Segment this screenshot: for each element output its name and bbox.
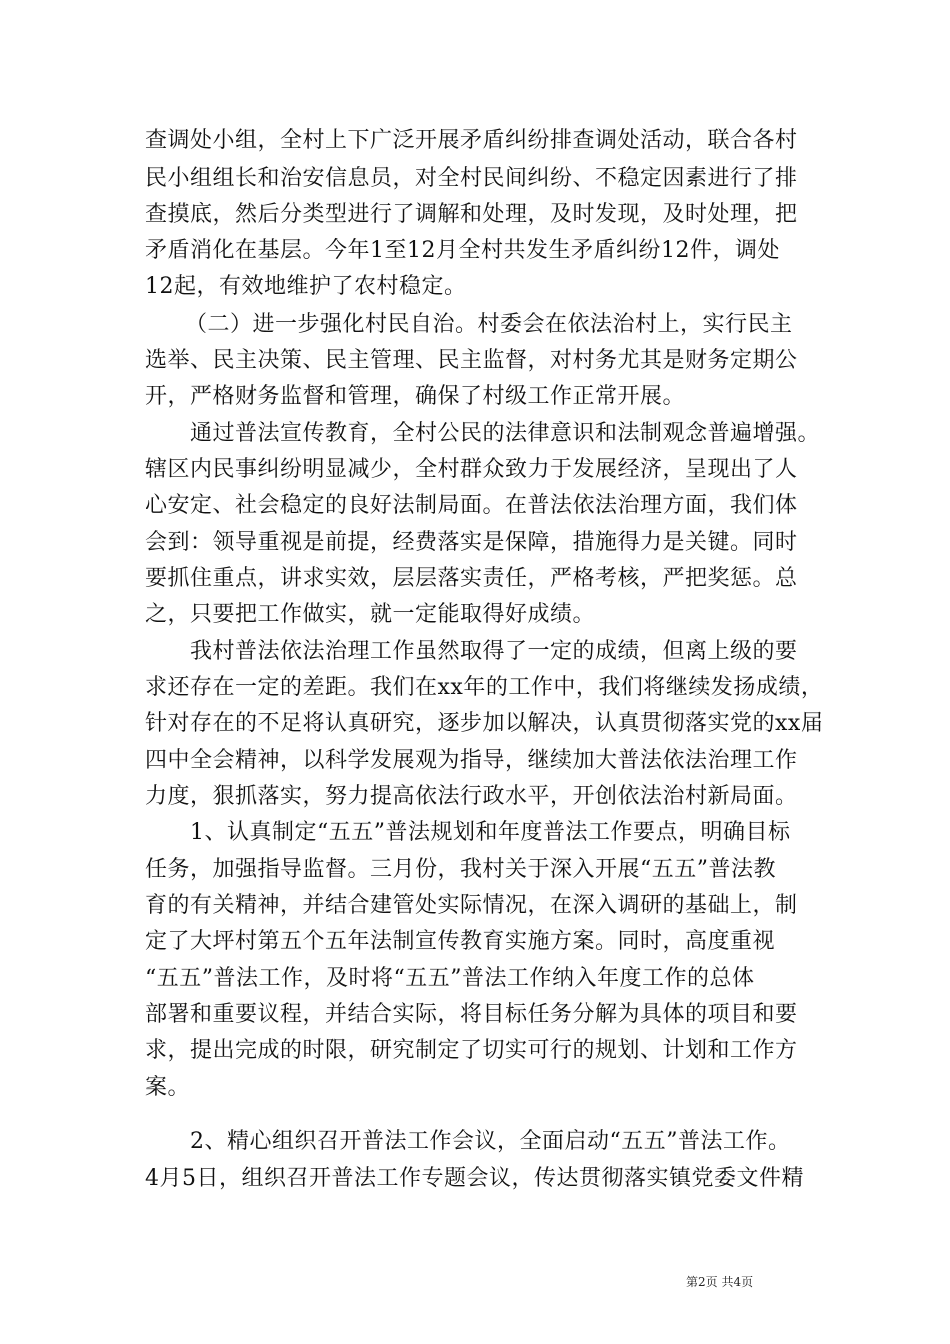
body-text-line: 之，只要把工作做实，就一定能取得好成绩。 bbox=[145, 602, 596, 627]
body-text-line: 通过普法宣传教育，全村公民的法律意识和法制观念普遍增强。 bbox=[190, 421, 821, 446]
body-text-line: 力度，狠抓落实，努力提高依法行政水平，开创依法治村新局面。 bbox=[145, 784, 798, 809]
body-text-line: 选举、民主决策、民主管理、民主监督，对村务尤其是财务定期公 bbox=[145, 348, 798, 373]
body-text-line: 要抓住重点，讲求实效，层层落实责任，严格考核，严把奖惩。总 bbox=[145, 566, 798, 591]
body-text-line: 我村普法依法治理工作虽然取得了一定的成绩，但离上级的要 bbox=[190, 639, 798, 664]
body-text-line: 定了大坪村第五个五年法制宣传教育实施方案。同时，高度重视 bbox=[145, 929, 776, 954]
body-text-line: 会到：领导重视是前提，经费落实是保障，措施得力是关键。同时 bbox=[145, 530, 798, 555]
body-text-line: 查调处小组，全村上下广泛开展矛盾纠纷排查调处活动，联合各村 bbox=[145, 128, 798, 153]
body-text-line: 查摸底，然后分类型进行了调解和处理，及时发现，及时处理，把 bbox=[145, 202, 798, 227]
body-text-line: “五五”普法工作，及时将“五五”普法工作纳入年度工作的总体 bbox=[145, 966, 755, 991]
body-text-line: 4月5日，组织召开普法工作专题会议，传达贯彻落实镇党委文件精 bbox=[145, 1166, 804, 1191]
body-text-line: 部署和重要议程，并结合实际，将目标任务分解为具体的项目和要 bbox=[145, 1002, 798, 1027]
body-text-line: 针对存在的不足将认真研究，逐步加以解决，认真贯彻落实党的xx届 bbox=[145, 711, 824, 736]
body-text-line: 心安定、社会稳定的良好法制局面。在普法依法治理方面，我们体 bbox=[145, 493, 798, 518]
body-text-line: 1、认真制定“五五”普法规划和年度普法工作要点，明确目标 bbox=[190, 820, 791, 845]
body-text-line: 求还存在一定的差距。我们在xx年的工作中，我们将继续发扬成绩， bbox=[145, 675, 824, 700]
body-text-line: （二）进一步强化村民自治。村委会在依法治村上，实行民主 bbox=[185, 312, 793, 337]
body-text-line: 四中全会精神，以科学发展观为指导，继续加大普法依法治理工作 bbox=[145, 748, 798, 773]
body-text-line: 育的有关精神，并结合建管处实际情况，在深入调研的基础上，制 bbox=[145, 893, 798, 918]
body-text-line: 2、精心组织召开普法工作会议，全面启动“五五”普法工作。 bbox=[190, 1129, 791, 1154]
body-text-line: 辖区内民事纠纷明显减少，全村群众致力于发展经济，呈现出了人 bbox=[145, 457, 798, 482]
body-text-line: 任务，加强指导监督。三月份，我村关于深入开展“五五”普法教 bbox=[145, 857, 776, 882]
body-text-line: 12起，有效地维护了农村稳定。 bbox=[145, 274, 467, 299]
body-text-line: 求，提出完成的时限，研究制定了切实可行的规划、计划和工作方 bbox=[145, 1038, 798, 1063]
body-text-line: 矛盾消化在基层。今年1至12月全村共发生矛盾纠纷12件，调处 bbox=[145, 238, 780, 263]
body-text-line: 开，严格财务监督和管理，确保了村级工作正常开展。 bbox=[145, 384, 686, 409]
page-number-footer: 第2页 共4页 bbox=[686, 1275, 754, 1289]
body-text-line: 民小组组长和治安信息员，对全村民间纠纷、不稳定因素进行了排 bbox=[145, 166, 798, 191]
body-text-line: 案。 bbox=[145, 1075, 191, 1100]
